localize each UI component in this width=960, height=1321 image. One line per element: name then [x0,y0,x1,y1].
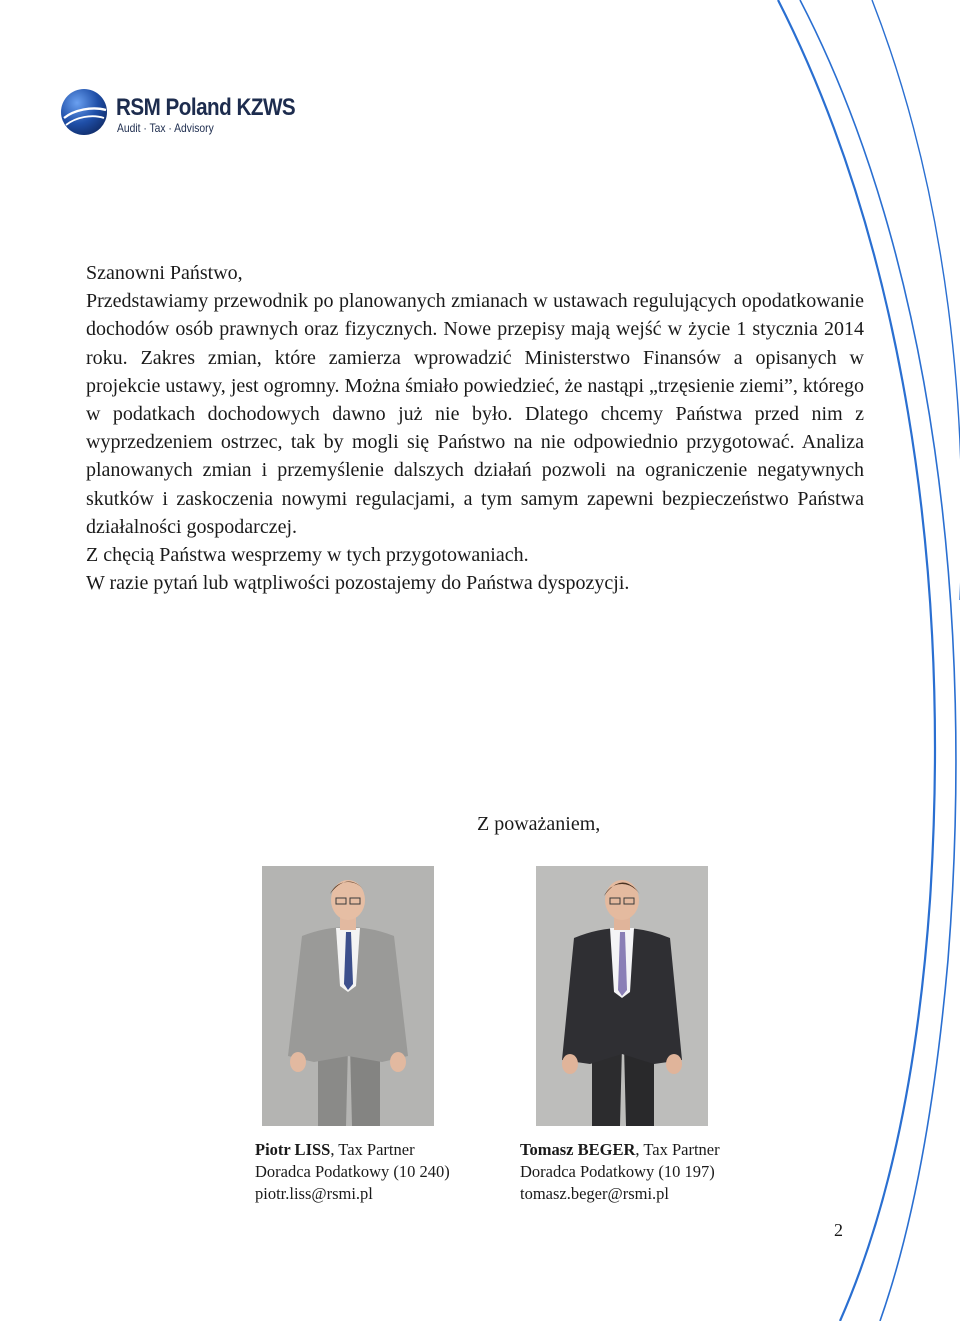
signatory-name: Piotr LISS [255,1140,331,1159]
logo-tagline: Audit · Tax · Advisory [117,121,214,135]
closing: Z poważaniem, [477,813,601,835]
signatory-name: Tomasz BEGER [520,1140,636,1159]
signatory-liss [255,1139,450,1205]
main-paragraph: Przedstawiamy przewodnik po planowanych zmianach w ustawach regulujących opodatkowanie dochodów osób prawnych oraz fizycznych. Nowe przepisy mają wejść w życie 1 stycznia 2014 roku. Zakres zmian, które zamierza wprowadzić Ministerstwo Finansów a opisanych w projekcie ustawy, jest ogromny. Można śmiało powiedzieć, że nastąpi „trzęsienie ziemi”, którego w podatkach dochodowych dawno już nie było. Dlatego chcemy Państwa przed nim z wyprzedzeniem ostrzec, tak by mogli się Państwo na nie odpowiednio przygotować. Analiza planowanych zmian i przemyślenie dalszych działań pozwoli na ograniczenie negatywnych skutków i zaskoczenia nowymi regulacjami, a tym samym zapewni bezpieczeństwo Państwa działalności gospodarczej. [86,290,864,538]
portrait-photo-liss [262,866,434,1126]
signatory-role: , Tax Partner [330,1140,415,1159]
company-logo [60,88,296,142]
signatory-email: piotr.liss@rsmi.pl [255,1184,373,1203]
signatory-role: , Tax Partner [635,1140,720,1159]
letter-body [86,259,864,597]
contact-line: W razie pytań lub wątpliwości pozostajemy do Państwa dyspozycji. [86,572,630,595]
support-line: Z chęcią Państwa wesprzemy w tych przygotowaniach. [86,544,529,567]
signatory-name-line [520,1139,720,1161]
signatory-email: tomasz.beger@rsmi.pl [520,1184,669,1203]
page-number: 2 [834,1220,843,1240]
globe-icon [60,88,108,136]
portrait-photo-beger [536,866,708,1126]
signatory-name-line [255,1139,450,1161]
greeting: Szanowni Państwo, [86,262,243,284]
signatory-title: Doradca Podatkowy (10 240) [255,1162,450,1181]
signatory-beger [520,1139,720,1205]
signatory-title: Doradca Podatkowy (10 197) [520,1162,715,1181]
logo-name: RSM Poland KZWS [116,94,296,121]
